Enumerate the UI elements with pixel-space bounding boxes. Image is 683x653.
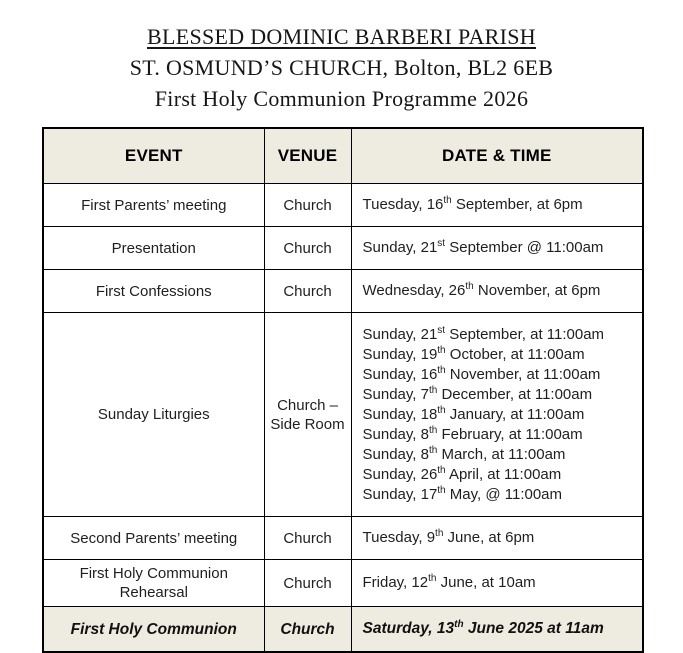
table-row-sunday-liturgies [43, 313, 643, 517]
datetime-cell [351, 184, 643, 227]
table-row [43, 560, 643, 607]
date-line [363, 345, 637, 365]
date-text: June, at 6pm [443, 529, 535, 546]
table-row [43, 270, 643, 313]
date-text: November, at 6pm [473, 282, 601, 299]
ordinal-suffix: th [437, 404, 446, 416]
date-text: Sunday, 18 [362, 405, 438, 423]
ordinal-suffix: th [435, 528, 444, 539]
programme-table [42, 127, 644, 653]
ordinal-suffix: th [465, 281, 474, 292]
date-text: Sunday, 16 [362, 365, 438, 383]
column-header-datetime: DATE & TIME [351, 128, 643, 184]
date-text: September, at 11:00am [445, 325, 605, 343]
venue-cell: Church [264, 227, 351, 270]
date-text: Sunday, 17 [362, 485, 438, 503]
date-text: Sunday, 21 [362, 239, 438, 256]
ordinal-suffix: th [437, 464, 446, 476]
date-text: Saturday, 13 [362, 620, 455, 637]
date-line [363, 281, 637, 301]
table-row [43, 517, 643, 560]
date-line [363, 445, 637, 465]
document-header [0, 0, 683, 114]
parish-title: BLESSED DOMINIC BARBERI PARISH [147, 24, 536, 49]
ordinal-suffix: th [437, 364, 446, 376]
date-text: Wednesday, 26 [362, 282, 466, 299]
date-text: April, at 11:00am [445, 465, 562, 483]
date-text: October, at 11:00am [445, 345, 585, 363]
date-text: June 2025 at 11am [463, 620, 604, 637]
date-text: Sunday, 7 [362, 385, 429, 403]
table-row [43, 227, 643, 270]
date-text: September @ 11:00am [445, 239, 604, 256]
column-header-venue: VENUE [264, 128, 351, 184]
date-text: June, at 10am [436, 574, 536, 591]
ordinal-suffix: th [428, 384, 438, 396]
date-text: Tuesday, 16 [362, 196, 444, 213]
ordinal-suffix: th [454, 618, 464, 630]
venue-cell: Church [264, 517, 351, 560]
event-cell: First Confessions [43, 270, 264, 313]
date-line [363, 238, 637, 258]
date-text: January, at 11:00am [445, 405, 585, 423]
date-line [363, 365, 637, 385]
event-cell: First Holy Communion Rehearsal [43, 560, 264, 607]
ordinal-suffix: th [428, 573, 437, 584]
venue-cell: Church [264, 560, 351, 607]
date-text: Sunday, 8 [362, 425, 429, 443]
event-cell: Second Parents’ meeting [43, 517, 264, 560]
ordinal-suffix: th [437, 344, 446, 356]
event-cell: First Holy Communion [43, 607, 264, 653]
ordinal-suffix: st [437, 324, 446, 336]
date-text: Sunday, 19 [362, 345, 438, 363]
table-row [43, 184, 643, 227]
church-address-line: ST. OSMUND’S CHURCH, Bolton, BL2 6EB [129, 55, 554, 80]
datetime-cell [351, 227, 643, 270]
date-text: March, at 11:00am [437, 445, 566, 463]
event-cell: First Parents’ meeting [43, 184, 264, 227]
date-text: Sunday, 26 [362, 465, 438, 483]
date-line [363, 325, 637, 345]
datetime-cell [351, 607, 643, 653]
date-line [363, 425, 637, 445]
date-line [363, 465, 637, 485]
date-text: Sunday, 8 [362, 445, 429, 463]
date-text: Sunday, 21 [362, 325, 438, 343]
date-line [363, 405, 637, 425]
date-line [363, 528, 637, 548]
date-text: Friday, 12 [362, 574, 429, 591]
ordinal-suffix: th [428, 444, 438, 456]
date-text: September, at 6pm [451, 196, 583, 213]
date-line [363, 619, 637, 639]
ordinal-suffix: th [437, 484, 446, 496]
datetime-cell [351, 313, 643, 517]
date-text: November, at 11:00am [445, 365, 601, 383]
date-text: December, at 11:00am [437, 385, 593, 403]
venue-cell: Church [264, 184, 351, 227]
date-line [363, 485, 637, 505]
date-line [363, 385, 637, 405]
ordinal-suffix: th [443, 195, 452, 206]
table-header-row [43, 128, 643, 184]
datetime-cell [351, 270, 643, 313]
column-header-event: EVENT [43, 128, 264, 184]
datetime-cell [351, 560, 643, 607]
programme-title: First Holy Communion Programme 2026 [154, 86, 529, 111]
date-text: February, at 11:00am [437, 425, 583, 443]
ordinal-suffix: st [437, 238, 446, 249]
ordinal-suffix: th [428, 424, 438, 436]
date-text: May, @ 11:00am [445, 485, 563, 503]
date-line [363, 573, 637, 593]
event-cell: Sunday Liturgies [43, 313, 264, 517]
event-cell: Presentation [43, 227, 264, 270]
date-line [363, 195, 637, 215]
datetime-cell [351, 517, 643, 560]
venue-cell: Church [264, 270, 351, 313]
table-row-first-holy-communion [43, 607, 643, 653]
venue-cell: Church [264, 607, 351, 653]
venue-cell: Church – Side Room [264, 313, 351, 517]
date-text: Tuesday, 9 [362, 529, 436, 546]
